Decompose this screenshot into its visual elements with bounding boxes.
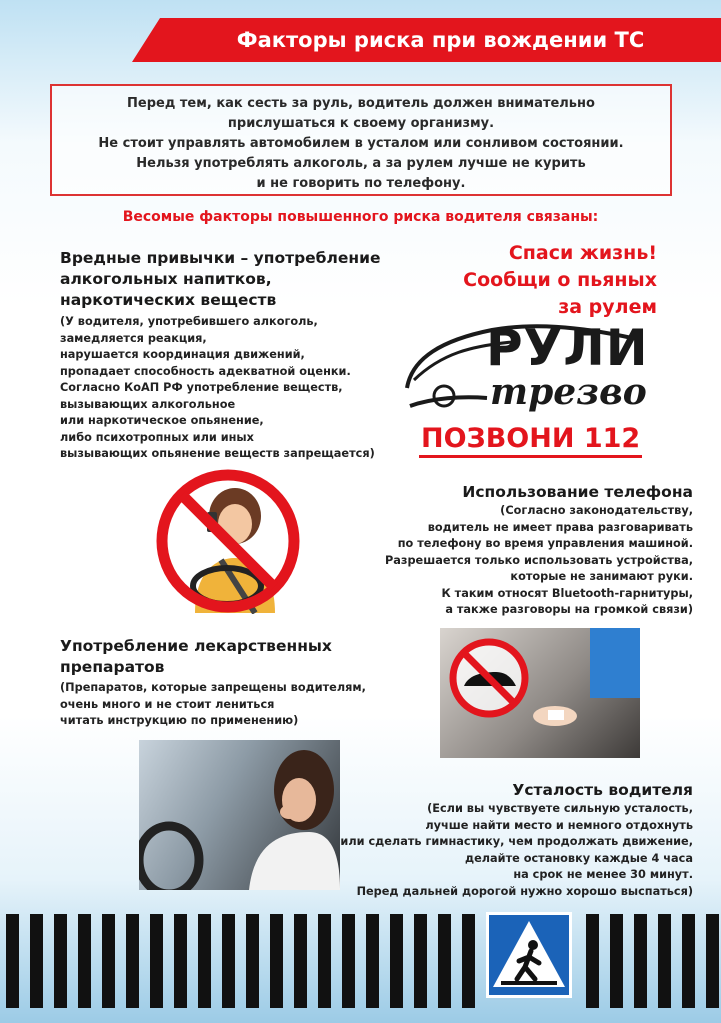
fatigue-body bbox=[340, 801, 693, 900]
crosswalk-stripe bbox=[462, 914, 475, 1008]
call-112: ПОЗВОНИ 112 bbox=[419, 423, 642, 458]
crosswalk-stripe bbox=[222, 914, 235, 1008]
fatigue-line: делайте остановку каждые 4 часа bbox=[464, 851, 693, 865]
medicine-title-line: Употребление лекарственных bbox=[60, 637, 332, 655]
medicine-line: читать инструкцию по применению) bbox=[60, 714, 299, 727]
crosswalk-stripe bbox=[198, 914, 211, 1008]
brand-ruli: РУЛИ bbox=[486, 319, 649, 377]
habits-line: нарушается координация движений, bbox=[60, 348, 305, 361]
medicine-line: очень много и не стоит лениться bbox=[60, 697, 275, 711]
habits-line: замедляется реакция, bbox=[60, 331, 207, 345]
crosswalk-stripe bbox=[174, 914, 187, 1008]
habits-line: вызывающих алкогольное bbox=[60, 397, 236, 411]
phone-line: К таким относят Bluetooth-гарнитуры, bbox=[441, 586, 693, 600]
crosswalk-stripe bbox=[78, 914, 91, 1008]
fatigue-line: Перед дальней дорогой нужно хорошо выспаться) bbox=[356, 884, 693, 898]
crosswalk-stripe bbox=[294, 914, 307, 1008]
brand-trezvo: трезво bbox=[490, 371, 647, 413]
fatigue-line: на срок не менее 30 минут. bbox=[513, 868, 693, 881]
crosswalk-stripe bbox=[150, 914, 163, 1008]
crosswalk-stripe bbox=[102, 914, 115, 1008]
intro-line: Нельзя употреблять алкоголь, а за рулем лучше не курить bbox=[136, 156, 586, 171]
habits-title-line: алкогольных напитков, bbox=[60, 270, 272, 288]
phone-section bbox=[385, 482, 693, 619]
phone-title: Использование телефона bbox=[462, 483, 693, 501]
crosswalk-stripe bbox=[270, 914, 283, 1008]
crosswalk-stripe bbox=[366, 914, 379, 1008]
medicine-line: (Препаратов, которые запрещены водителям, bbox=[60, 681, 366, 694]
campaign-line: за рулем bbox=[558, 296, 657, 318]
phone-line: водитель не имеет права разговаривать bbox=[427, 520, 693, 534]
fatigue-line: (Если вы чувствуете сильную усталость, bbox=[427, 802, 693, 815]
crosswalk-stripe bbox=[318, 914, 331, 1008]
pills-photo bbox=[440, 628, 640, 758]
crosswalk-stripe bbox=[390, 914, 403, 1008]
crosswalk-stripe bbox=[438, 914, 451, 1008]
intro-box bbox=[50, 84, 672, 196]
risk-heading: Весомые факторы повышенного риска водителя связаны: bbox=[122, 209, 599, 225]
habits-line: либо психотропных или иных bbox=[60, 430, 254, 444]
crosswalk-stripe bbox=[658, 914, 671, 1008]
crosswalk-stripe bbox=[682, 914, 695, 1008]
medicine-title bbox=[60, 636, 332, 678]
crosswalk-stripes bbox=[0, 910, 721, 1023]
header-banner bbox=[160, 18, 721, 62]
habits-body bbox=[60, 314, 375, 463]
no-phone-driving-icon bbox=[155, 468, 301, 614]
habits-line: пропадает способность адекватной оценки. bbox=[60, 364, 351, 378]
crosswalk-stripe bbox=[246, 914, 259, 1008]
pedestrian-crossing-sign-icon bbox=[486, 912, 572, 998]
intro-line: прислушаться к своему организму. bbox=[227, 116, 495, 131]
phone-line: а также разговоры на громкой связи) bbox=[445, 603, 693, 616]
habits-line: или наркотическое опьянение, bbox=[60, 414, 264, 427]
crosswalk-stripe bbox=[414, 914, 427, 1008]
habits-title-line: наркотических веществ bbox=[60, 291, 277, 309]
habits-line: (У водителя, употребившего алкоголь, bbox=[60, 315, 318, 328]
page-title: Факторы риска при вождении ТС bbox=[236, 28, 645, 52]
fatigue-section bbox=[340, 780, 693, 900]
campaign-slogan bbox=[463, 240, 657, 321]
habits-line: Согласно КоАП РФ употребление веществ, bbox=[60, 381, 343, 394]
phone-line: которые не занимают руки. bbox=[510, 570, 693, 583]
crosswalk-stripe bbox=[706, 914, 719, 1008]
habits-title-line: Вредные привычки – употребление bbox=[60, 249, 381, 267]
habits-line: вызывающих опьянение веществ запрещается) bbox=[60, 447, 375, 460]
crosswalk-stripe bbox=[342, 914, 355, 1008]
phone-line: по телефону во время управления машиной. bbox=[397, 537, 693, 550]
intro-line: Перед тем, как сесть за руль, водитель должен внимательно bbox=[127, 96, 595, 111]
crosswalk-stripe bbox=[54, 914, 67, 1008]
campaign-line: Сообщи о пьяных bbox=[463, 269, 657, 291]
fatigue-line: лучше найти место и немного отдохнуть bbox=[425, 818, 693, 832]
intro-line: Не стоит управлять автомобилем в усталом или сонливом состоянии. bbox=[98, 136, 624, 151]
medicine-title-line: препаратов bbox=[60, 658, 165, 676]
crosswalk-stripe bbox=[6, 914, 19, 1008]
habits-title bbox=[60, 248, 380, 311]
fatigue-line: или сделать гимнастику, чем продолжать движение, bbox=[340, 835, 693, 848]
phone-body bbox=[385, 503, 693, 619]
tired-driver-photo bbox=[139, 740, 340, 890]
medicine-body bbox=[60, 680, 366, 730]
intro-line: и не говорить по телефону. bbox=[256, 176, 466, 191]
campaign-line: Спаси жизнь! bbox=[508, 242, 657, 264]
phone-line: (Согласно законодательству, bbox=[500, 504, 693, 517]
phone-line: Разрешается только использовать устройства, bbox=[384, 553, 693, 567]
fatigue-title: Усталость водителя bbox=[512, 781, 693, 799]
crosswalk-stripe bbox=[610, 914, 623, 1008]
crosswalk-stripe bbox=[586, 914, 599, 1008]
crosswalk-stripe bbox=[30, 914, 43, 1008]
crosswalk-stripe bbox=[634, 914, 647, 1008]
crosswalk-stripe bbox=[126, 914, 139, 1008]
